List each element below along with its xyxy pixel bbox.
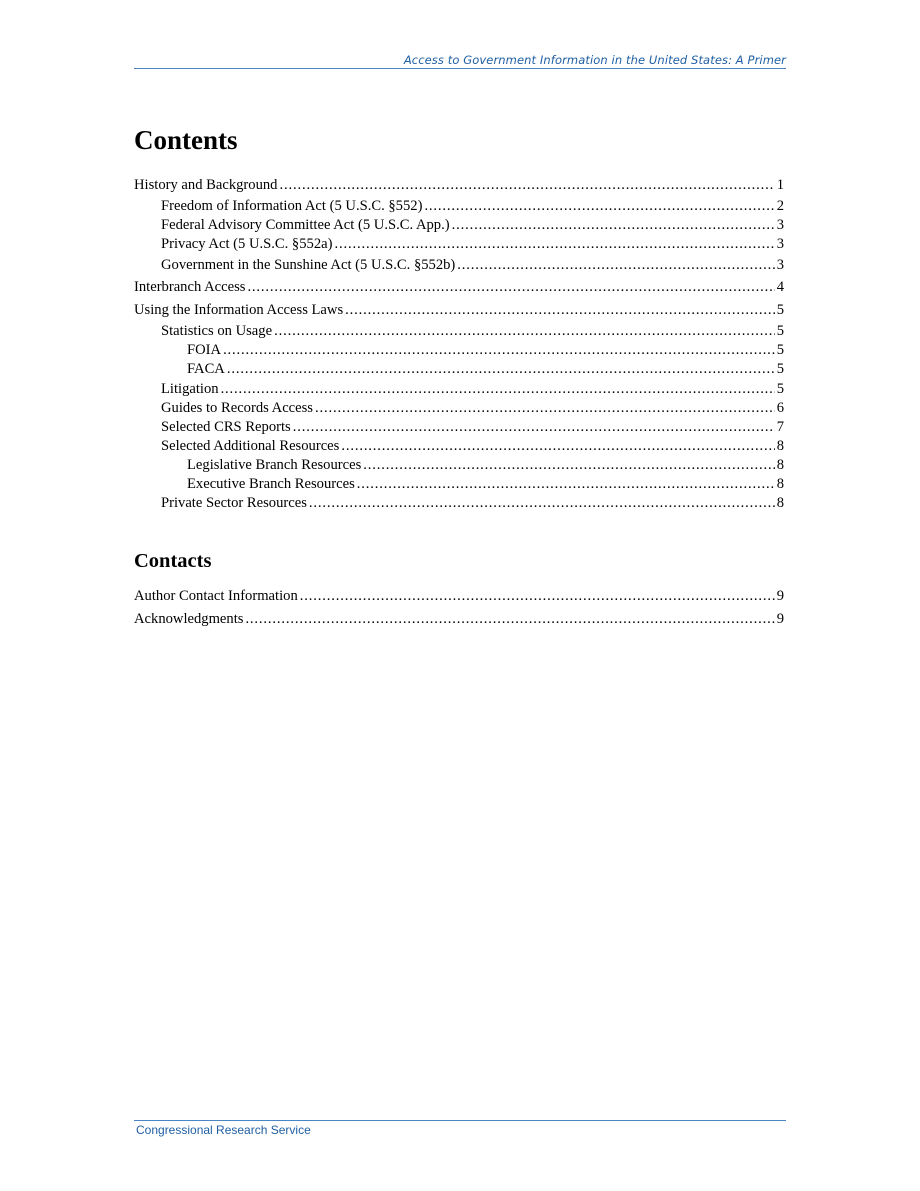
toc-page-number: 9 [776,611,784,627]
toc-dot-leader [341,437,774,456]
toc-entry-text: Federal Advisory Committee Act (5 U.S.C. App.) [161,217,450,234]
footer-divider [134,1120,786,1121]
contacts-list [134,585,784,631]
toc-page-number: 1 [776,177,784,193]
toc-page-number: 4 [776,279,784,296]
toc-entry-text: Litigation [161,380,219,397]
toc-page-number: 2 [776,198,784,214]
toc-entry-text: Private Sector Resources [161,495,307,512]
toc-entry-text: Executive Branch Resources [187,476,355,493]
toc-entry[interactable] [134,254,784,276]
contents-heading: Contents [134,125,238,155]
toc-entry[interactable] [134,585,784,608]
toc-page-number: 5 [776,380,784,397]
toc-dot-leader [274,322,775,341]
toc-dot-leader [363,456,774,475]
toc-page-number: 3 [776,236,784,253]
toc-page-number: 5 [776,302,784,319]
toc-entry[interactable] [134,418,784,437]
toc-page-number: 5 [776,342,784,359]
toc-entry-text: Selected CRS Reports [161,418,291,435]
toc-dot-leader [345,299,775,322]
toc-entry[interactable] [134,216,784,235]
toc-entry[interactable] [134,197,784,216]
toc-dot-leader [293,418,775,437]
toc-page-number: 8 [776,495,784,512]
toc-dot-leader [227,360,775,379]
toc-dot-leader [357,475,775,494]
toc-entry-text: FACA [187,361,225,378]
toc-entry[interactable] [134,608,784,631]
toc-entry[interactable] [134,399,784,418]
toc-entry-text: Legislative Branch Resources [187,456,362,473]
toc-entry[interactable] [134,494,784,513]
toc-dot-leader [452,216,775,235]
toc-entry-text: Freedom of Information Act (5 U.S.C. §552) [161,198,423,214]
toc-entry-text: History and Background [134,177,278,193]
toc-entry-text: Guides to Records Access [161,399,313,416]
toc-entry[interactable] [134,341,784,360]
toc-dot-leader [245,608,774,631]
toc-entry[interactable] [134,322,784,341]
toc-dot-leader [309,494,775,513]
toc-dot-leader [279,174,774,197]
toc-dot-leader [334,235,774,254]
toc-dot-leader [223,341,775,360]
toc-entry-text: Interbranch Access [134,279,246,296]
toc-entry[interactable] [134,360,784,379]
toc-page-number: 8 [776,456,784,473]
toc-page-number: 3 [776,217,784,234]
toc-page-number: 9 [776,588,784,604]
contents-list [134,174,784,513]
toc-entry-text: Using the Information Access Laws [134,302,344,319]
toc-dot-leader [457,254,774,276]
toc-entry[interactable] [134,437,784,456]
toc-dot-leader [247,276,774,299]
running-header: Access to Government Information in the United States: A Primer [403,53,786,67]
toc-page-number: 8 [776,476,784,493]
toc-dot-leader [315,399,775,418]
toc-page-number: 5 [776,361,784,378]
toc-entry[interactable] [134,174,784,197]
header-divider [134,68,786,69]
toc-page-number: 6 [776,399,784,416]
toc-entry[interactable] [134,299,784,322]
toc-dot-leader [221,380,775,399]
toc-entry[interactable] [134,456,784,475]
toc-page-number: 8 [776,437,784,454]
toc-entry[interactable] [134,276,784,299]
toc-entry-text: Statistics on Usage [161,323,273,340]
toc-entry[interactable] [134,380,784,399]
toc-page-number: 5 [776,323,784,340]
toc-page-number: 3 [776,257,784,274]
toc-entry-text: Government in the Sunshine Act (5 U.S.C. §552b) [161,257,456,274]
toc-page-number: 7 [776,418,784,435]
running-footer: Congressional Research Service [136,1123,311,1137]
toc-entry-text: Acknowledgments [134,611,244,627]
contacts-heading: Contacts [134,550,212,572]
toc-dot-leader [300,585,775,608]
toc-entry-text: Selected Additional Resources [161,437,340,454]
toc-entry-text: Privacy Act (5 U.S.C. §552a) [161,236,333,253]
toc-entry-text: FOIA [187,342,222,359]
toc-dot-leader [424,197,774,216]
toc-entry[interactable] [134,475,784,494]
toc-entry[interactable] [134,235,784,254]
toc-entry-text: Author Contact Information [134,588,298,604]
